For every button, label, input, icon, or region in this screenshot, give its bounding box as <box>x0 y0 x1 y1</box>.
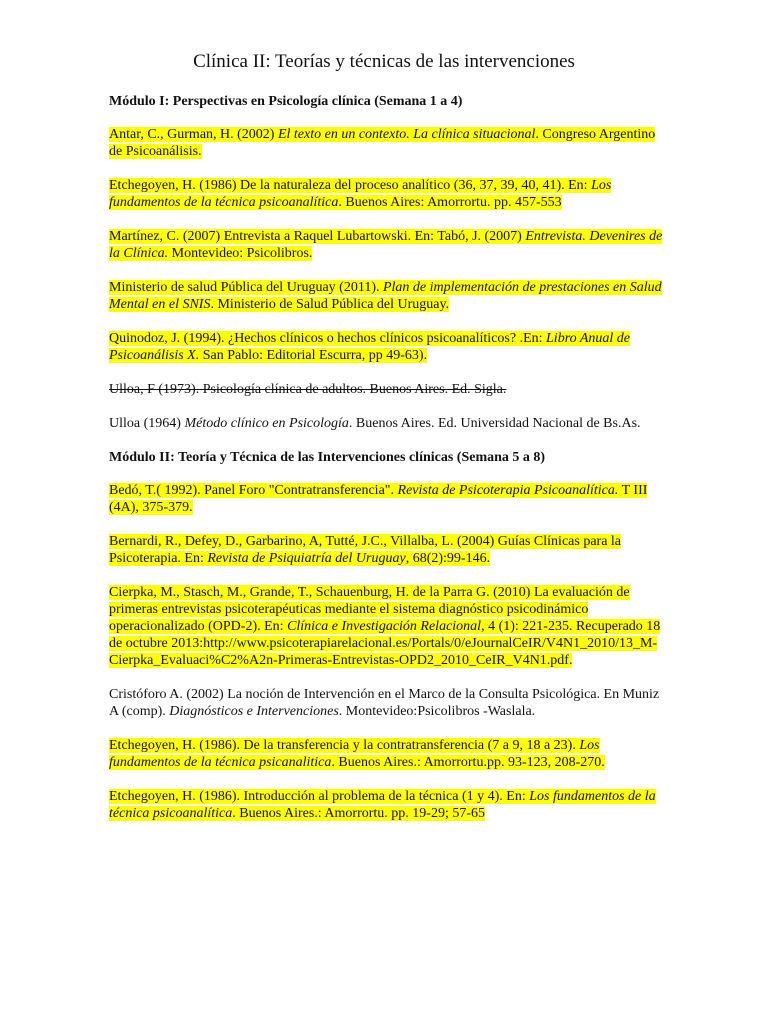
ref-text: Bedó, T.( 1992). Panel Foro "Contratransferencia". Revista de Psicoterapia Psicoanalítica. T III (4A), 375-379. <box>109 483 648 515</box>
reference-etchegoyen-transferencia <box>109 737 669 771</box>
ref-text: Bernardi, R., Defey, D., Garbarino, A, Tutté, J.C., Villalba, L. (2004) Guías Clínicas para la Psicoterapia. En: Revista de Psiquiatría del Uruguay, 68(2):99-146. <box>109 534 622 566</box>
ref-text: Etchegoyen, H. (1986). De la transferencia y la contratransferencia (7 a 9, 18 a 23). Los fundamentos de la técnica psicanalitica. Buenos Aires.: Amorrortu.pp. 93-123, 208-270. <box>109 738 605 770</box>
reference-etchegoyen-proceso <box>109 177 669 211</box>
document-title: Clínica II: Teorías y técnicas de las intervenciones <box>193 51 575 72</box>
reference-cierpka <box>109 584 669 669</box>
ref-text: Etchegoyen, H. (1986) De la naturaleza del proceso analítico (36, 37, 39, 40, 41). En: Los fundamentos de la técnica psicoanalítica. Buenos Aires: Amorrortu. pp. 457-553 <box>109 178 612 210</box>
reference-cristoforo: Cristóforo A. (2002) La noción de Intervención en el Marco de la Consulta Psicológica. En Muniz A (comp). Diagnósticos e Intervenciones. Montevideo:Psicolibros -Waslala. <box>109 687 660 719</box>
reference-ulloa-struck: Ulloa, F (1973). Psicología clínica de adultos. Buenos Aires. Ed. Sigla. <box>109 382 507 397</box>
reference-etchegoyen-tecnica <box>109 788 669 822</box>
reference-quinodoz <box>109 330 669 364</box>
reference-ministerio <box>109 279 669 313</box>
reference-ulloa-1964: Ulloa (1964) Método clínico en Psicología. Buenos Aires. Ed. Universidad Nacional de Bs.As. <box>109 416 641 431</box>
ref-text: Quinodoz, J. (1994). ¿Hechos clínicos o hechos clínicos psicoanalíticos? .En: Libro Anual de Psicoanálisis X. San Pablo: Editorial Escurra, pp 49-63). <box>109 331 631 363</box>
ref-text: Etchegoyen, H. (1986). Introducción al problema de la técnica (1 y 4). En: Los fundamentos de la técnica psicoanalítica. Buenos Aires.: Amorrortu. pp. 19-29; 57-65 <box>109 789 656 821</box>
reference-bedo <box>109 482 669 516</box>
reference-bernardi <box>109 533 669 567</box>
reference-martinez <box>109 228 669 262</box>
module-1-heading: Módulo I: Perspectivas en Psicología clínica (Semana 1 a 4) <box>109 94 463 109</box>
ref-text: Cierpka, M., Stasch, M., Grande, T., Schauenburg, H. de la Parra G. (2010) La evaluación de primeras entrevistas psicoterapéuticas mediante el sistema diagnóstico psicodinámico operacionalizado (OPD-2). En: Clínica e Investigación Relacional, 4 (1): 221-235. Recuperado 18 de octubre 2013:http://www.psicoterapiarelacional.es/Portals/0/eJournalCeIR/V4N1_2010/13_M-Cierpka_Evaluaci%C2%A2n-Primeras-Entrevistas-OPD2_2010_CeIR_V4N1.pdf. <box>109 585 661 668</box>
document-body <box>109 93 669 839</box>
ref-text: Ministerio de salud Pública del Uruguay (2011). Plan de implementación de prestaciones en Salud Mental en el SNIS. Ministerio de Salud Pública del Uruguay. <box>109 280 662 312</box>
reference-antar <box>109 126 669 160</box>
module-2-heading: Módulo II: Teoría y Técnica de las Intervenciones clínicas (Semana 5 a 8) <box>109 450 546 465</box>
ref-text: Antar, C., Gurman, H. (2002) El texto en un contexto. La clínica situacional. Congreso Argentino de Psicoanálisis. <box>109 127 656 159</box>
ref-text: Martínez, C. (2007) Entrevista a Raquel Lubartowski. En: Tabó, J. (2007) Entrevista. Devenires de la Clínica. Montevideo: Psicolibros. <box>109 229 663 261</box>
